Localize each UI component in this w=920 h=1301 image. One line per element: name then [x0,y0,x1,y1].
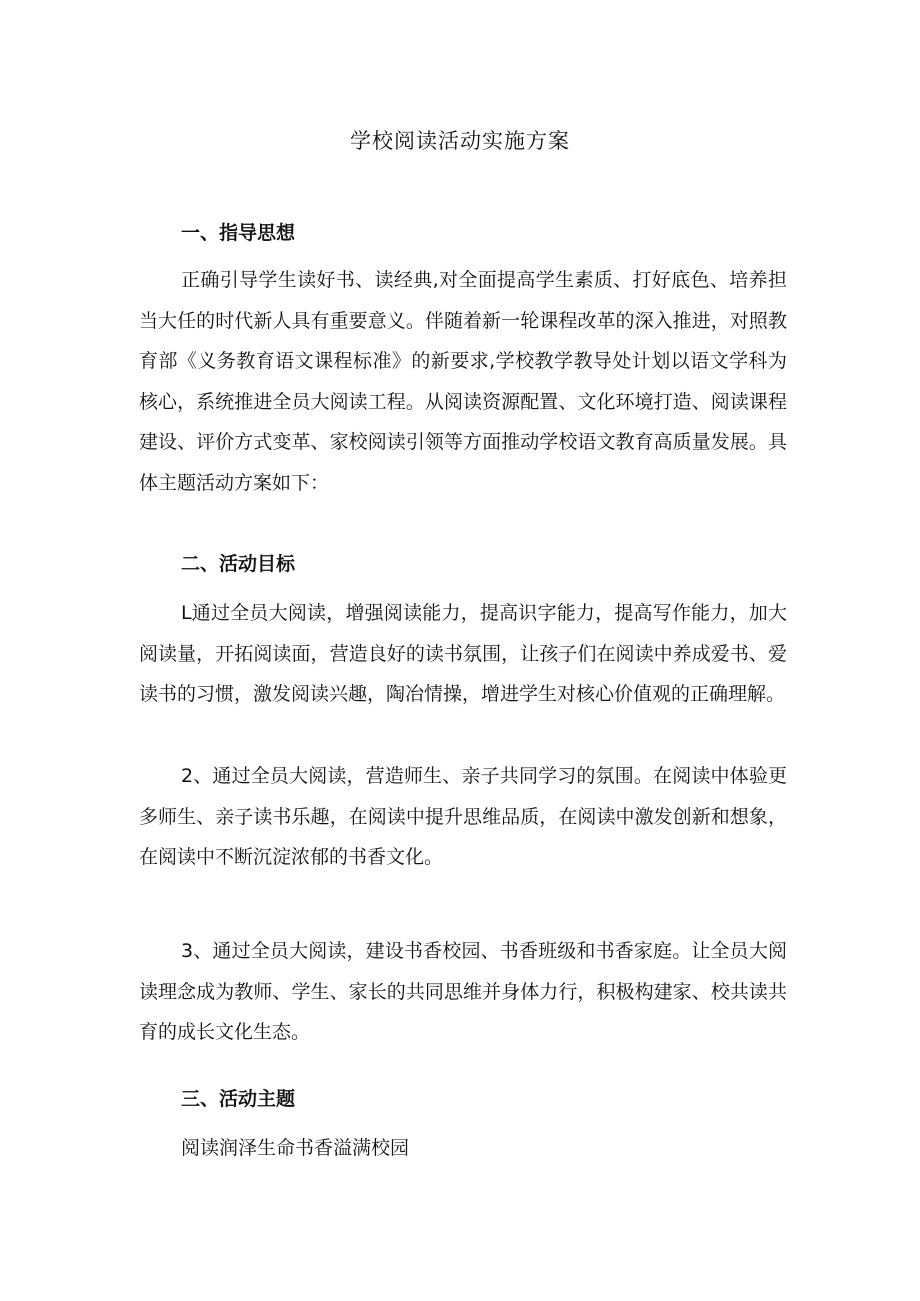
activity-theme-text: 阅读润泽生命书香溢满校园 [181,1137,410,1159]
paragraph-goal-1: L通过全员大阅读，增强阅读能力，提高识字能力，提高写作能力，加大阅读量，开拓阅读面，营造良好的读书氛围，让孩子们在阅读中养成爱书、爱读书的习惯，激发阅读兴趣，陶冶情操，增进学生对核心价值观的正确理解。 [139,602,787,705]
section-heading-guiding-thought: 一、指导思想 [181,222,296,244]
document-title: 学校阅读活动实施方案 [350,129,570,153]
section-heading-activity-goals: 二、活动目标 [181,553,296,575]
section-heading-activity-theme: 三、活动主题 [181,1088,296,1110]
paragraph-goal-2: 2、通过全员大阅读，营造师生、亲子共同学习的氛围。在阅读中体验更多师生、亲子读书乐趣，在阅读中提升思维品质，在阅读中激发创新和想象，在阅读中不断沉淀浓郁的书香文化。 [139,765,787,868]
paragraph-goal-3: 3、通过全员大阅读，建设书香校园、书香班级和书香家庭。让全员大阅读理念成为教师、学生、家长的共同思维并身体力行，积极构建家、校共读共育的成长文化生态。 [139,940,787,1043]
paragraph-guiding-thought: 正确引导学生读好书、读经典,对全面提高学生素质、打好底色、培养担当大任的时代新人具有重要意义。伴随着新一轮课程改革的深入推进，对照教育部《义务教育语文课程标准》的新要求,学校教学教导处计划以语文学科为核心，系统推进全员大阅读工程。从阅读资源配置、文化环境打造、阅读课程建设、评价方式变革、家校阅读引领等方面推动学校语文教育高质量发展。具体主题活动方案如下： [139,269,787,494]
